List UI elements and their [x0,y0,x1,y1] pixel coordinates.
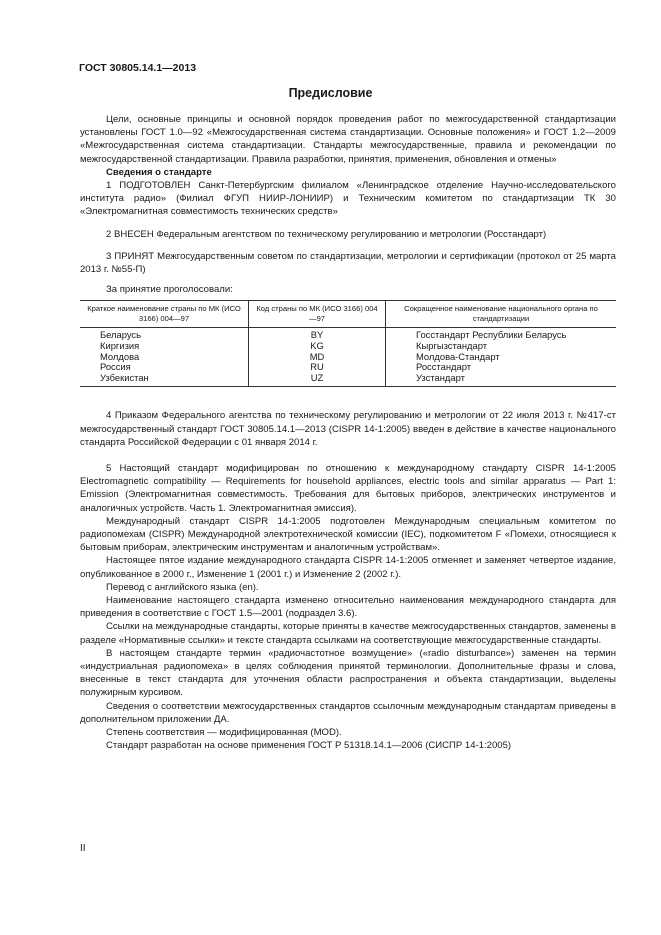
cell-organization: Кыргызстандарт [416,340,488,352]
item-5-paragraph: Настоящее пятое издание международного стандарта CISPR 14-1:2005 отменяет и заменяет четвертое издание, опубликованное в 2000 г., Изменение 1 (2001 г.) и Изменение 2 (2002 г.). [80,555,616,580]
item-5-paragraph: Наименование настоящего стандарта изменено относительно наименования международного стандарта для приведения в соответствие с ГОСТ 1.5—2001 (подраздел 3.6). [80,595,616,620]
cell-organization: Молдова-Стандарт [416,350,500,362]
header-code: Код страны по МК (ИСО 3166) 004—97 [249,301,386,328]
about-standard-heading: Сведения о стандарте [106,166,212,178]
cell-code: KG [249,341,386,352]
cell-country: Молдова [100,350,140,362]
item-5-paragraph: Степень соответствия — модифицированная (MOD). [106,727,342,739]
item-5-paragraph: Сведения о соответствии межгосударственных стандартов ссылочным международным стандартам приведены в дополнительном приложении ДА. [80,700,616,725]
item-5-paragraph: В настоящем стандарте термин «радиочастотное возмущение» («radio disturbance») заменен на термин «индустриальная радиопомеха» в целях соблюдения принятой терминологии. Дополнительные фразы и слова, внесенные в текст стандарта для уточнения области распространения и объекта стандартизации, выделены полужирным курсивом. [80,647,616,699]
item-5-paragraph: Международный стандарт CISPR 14-1:2005 подготовлен Международным специальным комитетом по радиопомехам (CISPR) Международной электротехнической комиссии (IEC), подкомитетом F «Помехи, относящиеся к бытовым приборам, электрическим инструментам и аналогичным устройствам». [80,515,616,554]
section-title: Предисловие [288,86,373,100]
header-organization: Сокращенное наименование национального органа по стандартизации [386,301,617,328]
cell-code: UZ [249,373,386,387]
table-row [80,352,616,363]
table-header-row [80,301,616,328]
item-2-paragraph: 2 ВНЕСЕН Федеральным агентством по техническому регулированию и метрологии (Росстандарт) [106,228,547,240]
page-number: II [80,843,86,854]
voted-label: За принятие проголосовали: [106,284,233,296]
cell-code: MD [249,352,386,363]
table-row [80,328,616,341]
header-country: Краткое наименование страны по МК (ИСО 3166) 004—97 [80,301,249,328]
cell-code: RU [249,362,386,373]
cell-country: Киргизия [100,340,140,352]
table-row [80,373,616,387]
table-row [80,362,616,373]
cell-country: Узбекистан [80,373,249,387]
document-code-header: ГОСТ 30805.14.1—2013 [79,62,197,74]
cell-code: BY [249,328,386,341]
voting-table [80,300,616,387]
item-5-paragraph: Ссылки на международные стандарты, которые приняты в качестве межгосударственных стандартов, заменены в разделе «Нормативные ссылки» и тексте стандарта ссылками на соответствующие межгосударственные стандарты. [80,621,616,646]
foreword-body [80,113,616,752]
cell-organization: Госстандарт Республики Беларусь [416,329,567,341]
cell-country: Беларусь [100,329,142,341]
item-4-paragraph: 4 Приказом Федерального агентства по техническому регулированию и метрологии от 22 июля 2013 г. №417-ст межгосударственный стандарт ГОСТ 30805.14.1—2013 (CISPR 14-1:2005) введен в действие в качестве национального стандарта Российской Федерации с 01 января 2014 г. [80,410,616,448]
cell-organization: Росстандарт [416,361,471,373]
item-5-paragraph: 5 Настоящий стандарт модифицирован по отношению к международному стандарту CISPR 14-1:2005 Electromagnetic compatibility — Requirements for household appliances, electric tools and similar apparatus — Part 1: Emission (Электромагнитная совместимость. Требования для бытовых приборов, электрических инструментов и аналогичных устройств. Часть 1. Электромагнитная эмиссия). [80,463,616,514]
item-3-paragraph: 3 ПРИНЯТ Межгосударственным советом по стандартизации, метрологии и сертификации (протокол от 25 марта 2013 г. №55-П) [80,250,616,276]
cell-organization: Узстандарт [386,373,617,387]
item-5-paragraph: Перевод с английского языка (en). [106,581,259,593]
table-row [80,341,616,352]
intro-paragraph: Цели, основные принципы и основной порядок проведения работ по межгосударственной стандартизации установлены ГОСТ 1.0—92 «Межгосударственная система стандартизации. Основные положения» и ГОСТ 1.2—2009 «Межгосударственная система стандартизации. Стандарты межгосударственные, правила и рекомендации по межгосударственной стандартизации. Правила разработки, принятия, применения, обновления и отмены» [80,114,616,165]
item-1-paragraph: 1 ПОДГОТОВЛЕН Санкт-Петербургским филиалом «Ленинградское отделение Научно-исследовательского института радио» (Филиал ФГУП НИИР-ЛОНИИР) и Техническим комитетом по стандартизации ТК 30 «Электромагнитная совместимость технических средств» [80,180,616,218]
cell-country: Россия [100,361,131,373]
item-5-paragraph: Стандарт разработан на основе применения ГОСТ Р 51318.14.1—2006 (СИСПР 14-1:2005) [106,740,512,752]
